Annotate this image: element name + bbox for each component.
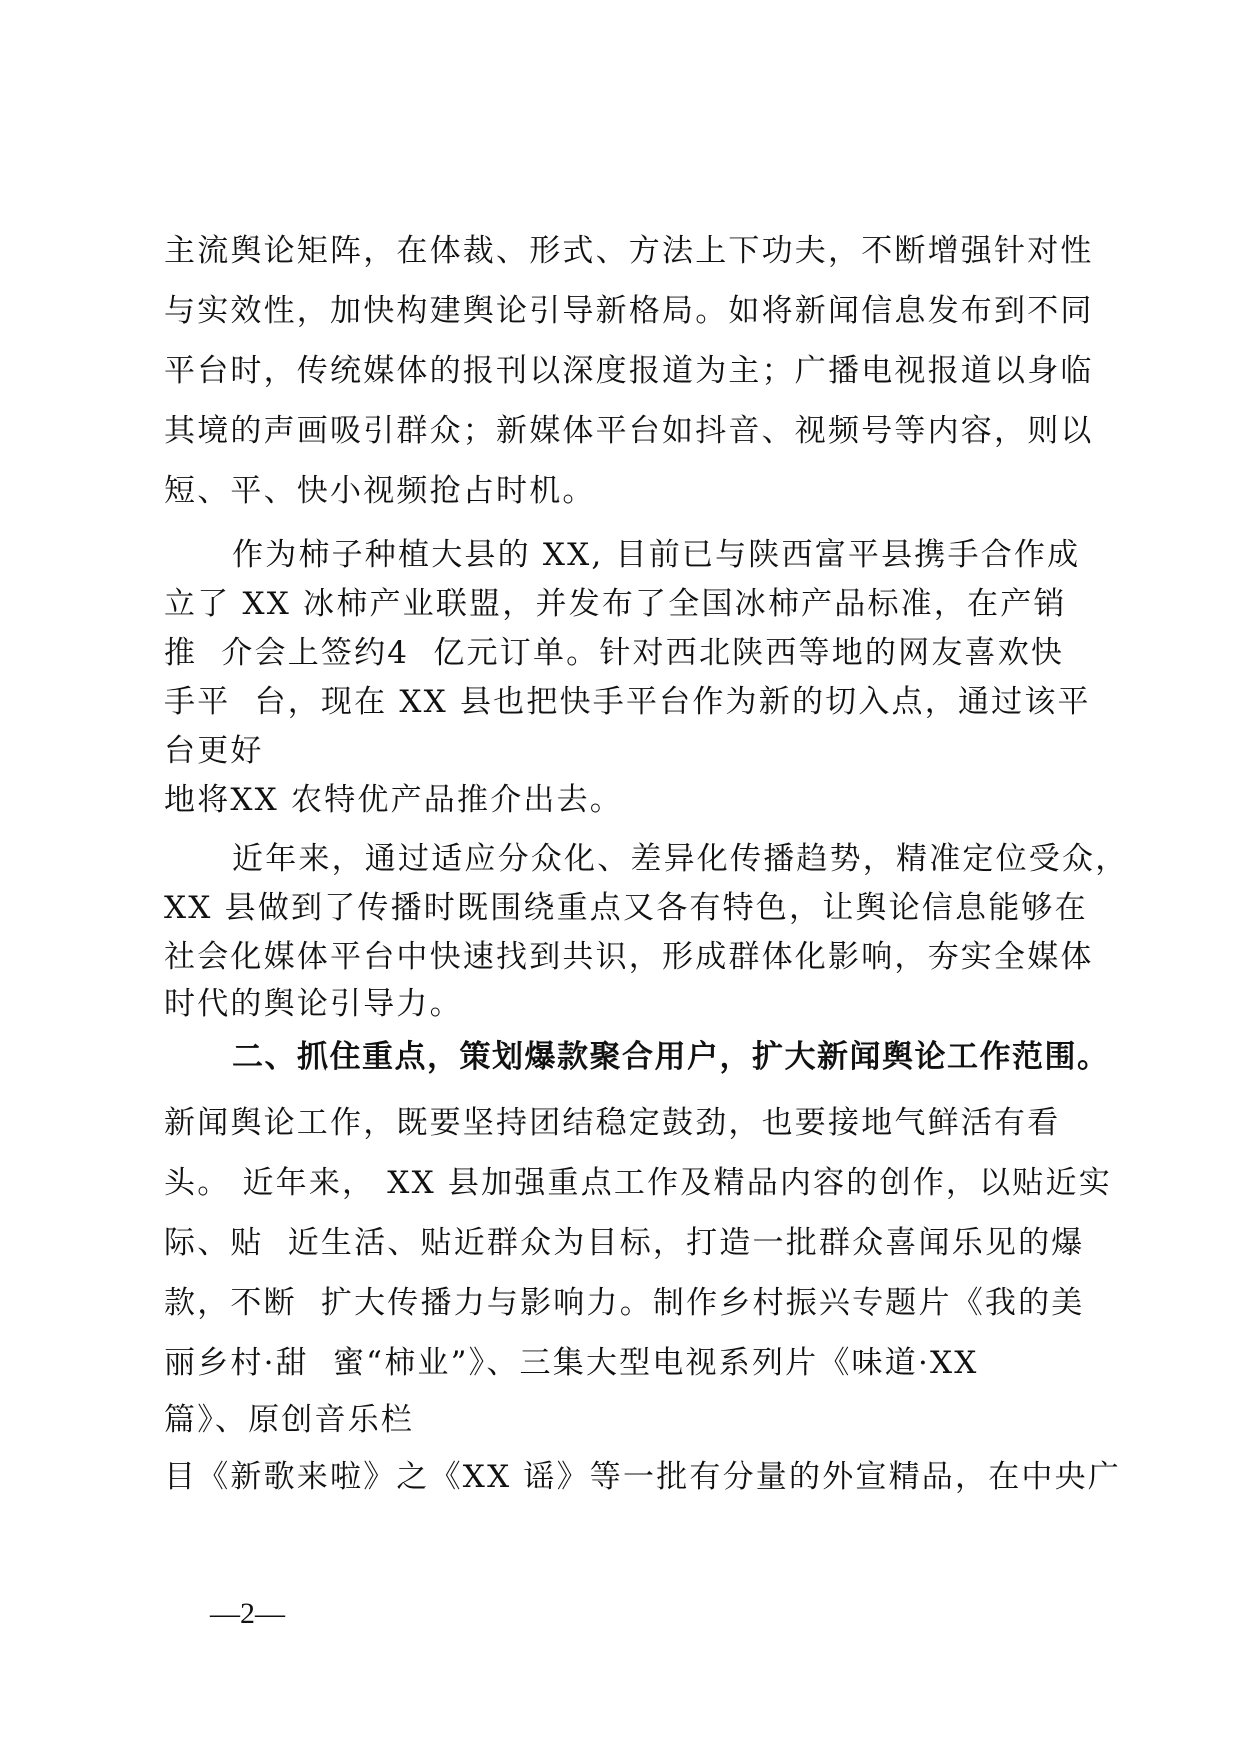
- paragraph-3-line-4: 时代的舆论引导力。: [164, 986, 463, 1022]
- paragraph-4-line-4: 款，不断 扩大传播力与影响力。制作乡村振兴专题片《我的美: [164, 1285, 1085, 1321]
- paragraph-2-line-5: 台更好: [164, 733, 264, 769]
- paragraph-3-line-1: 近年来，通过适应分众化、差异化传播趋势，精准定位受众，: [232, 841, 1129, 877]
- page-number: —2—: [210, 1597, 285, 1630]
- paragraph-3-line-3: 社会化媒体平台中快速找到共识，形成群体化影响，夯实全媒体: [164, 939, 1094, 975]
- paragraph-2-line-3: 推 介会上签约4 亿元订单。针对西北陕西等地的网友喜欢快: [164, 635, 1065, 671]
- paragraph-4-line-3: 际、贴 近生活、贴近群众为目标，打造一批群众喜闻乐见的爆: [164, 1225, 1085, 1261]
- paragraph-1-line-4: 其境的声画吸引群众；新媒体平台如抖音、视频号等内容，则以: [164, 413, 1094, 449]
- paragraph-4-line-1: 新闻舆论工作，既要坚持团结稳定鼓劲，也要接地气鲜活有看: [164, 1105, 1061, 1141]
- paragraph-1-line-1: 主流舆论矩阵，在体裁、形式、方法上下功夫，不断增强针对性: [164, 233, 1094, 269]
- paragraph-2-line-6: 地将XX 农特优产品推介出去。: [164, 782, 623, 818]
- paragraph-1-line-3: 平台时，传统媒体的报刊以深度报道为主；广播电视报道以身临: [164, 353, 1094, 389]
- paragraph-2-line-4: 手平 台，现在 XX 县也把快手平台作为新的切入点，通过该平: [164, 684, 1091, 720]
- paragraph-2-line-2: 立了 XX 冰柿产业联盟，并发布了全国冰柿产品标准，在产销: [164, 586, 1067, 622]
- paragraph-1-line-2: 与实效性，加快构建舆论引导新格局。如将新闻信息发布到不同: [164, 293, 1094, 329]
- paragraph-4-line-2: 头。 近年来， XX 县加强重点工作及精品内容的创作，以贴近实: [164, 1165, 1112, 1201]
- paragraph-4-line-7: 目《新歌来啦》之《XX 谣》等一批有分量的外宣精品，在中央广: [164, 1459, 1121, 1495]
- paragraph-1-line-5: 短、平、快小视频抢占时机。: [164, 473, 596, 509]
- paragraph-4-line-6: 篇》、原创音乐栏: [164, 1402, 415, 1438]
- paragraph-3-line-2: XX 县做到了传播时既围绕重点又各有特色，让舆论信息能够在: [164, 890, 1088, 926]
- paragraph-4-line-5: 丽乡村·甜 蜜“柿业”》、三集大型电视系列片《味道·XX: [164, 1345, 979, 1381]
- section-heading: 二、抓住重点，策划爆款聚合用户，扩大新闻舆论工作范围。: [232, 1039, 1110, 1075]
- paragraph-2-line-1: 作为柿子种植大县的 XX, 目前已与陕西富平县携手合作成: [232, 537, 1081, 573]
